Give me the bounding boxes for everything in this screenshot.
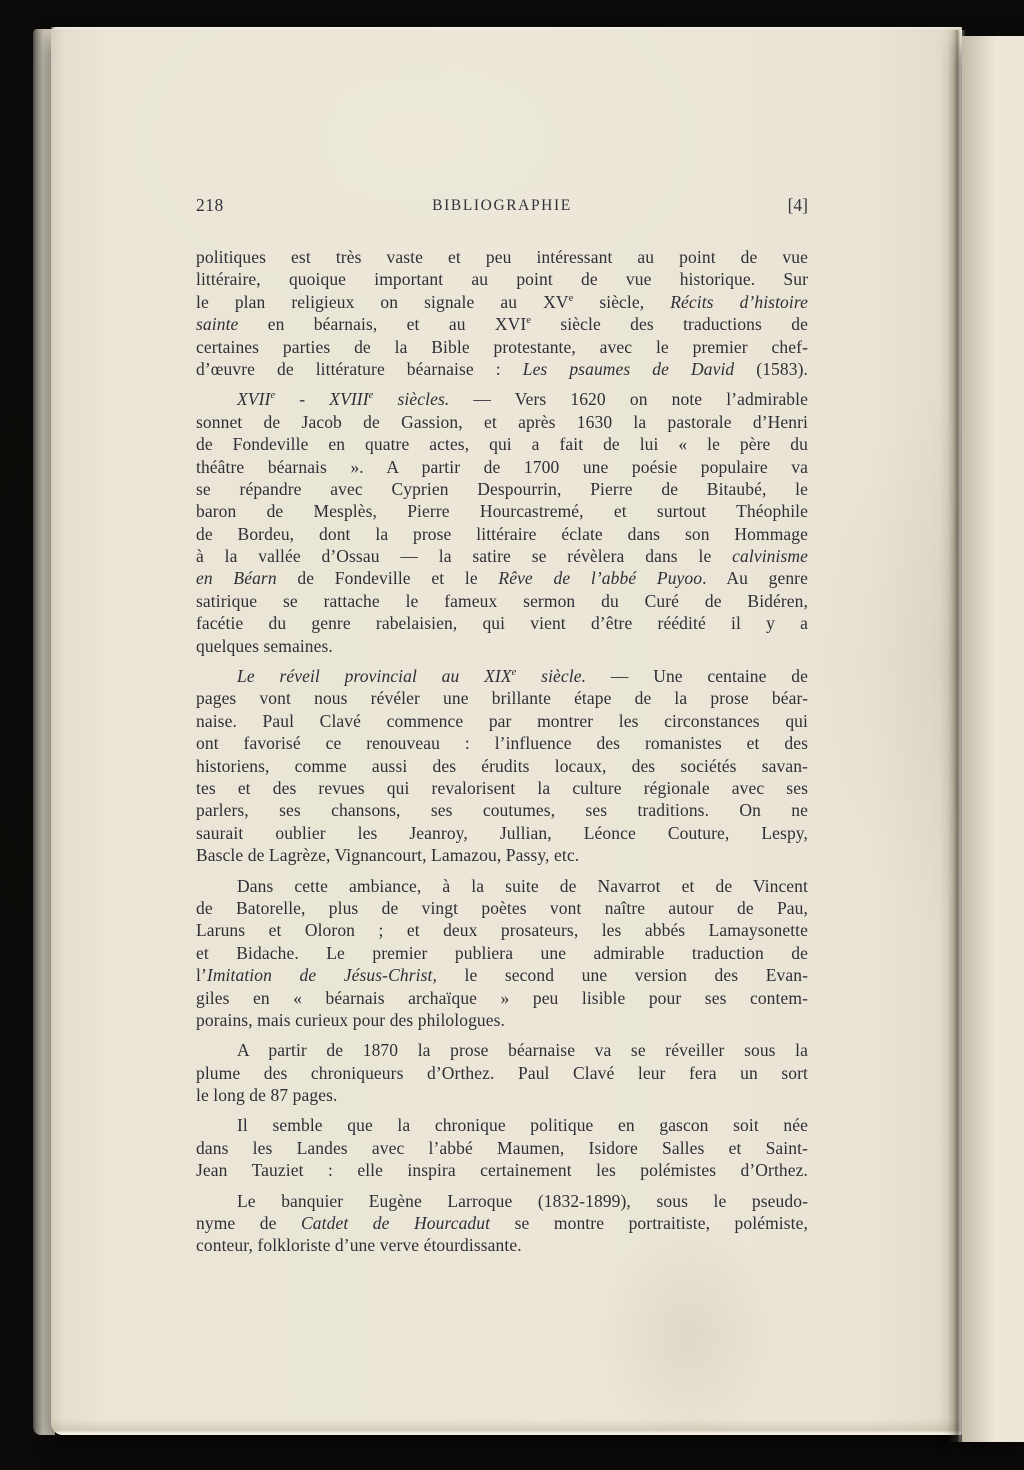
text-line: tes et des revues qui revalorisent la culture régionale avec ses: [196, 777, 808, 798]
text-line: littéraire, quoique important au point de vue historique. Sur: [196, 269, 808, 290]
text-line: satirique se rattache le fameux sermon du Curé de Bidéren,: [196, 590, 808, 611]
page-number: 218: [196, 195, 224, 215]
text-line: de Fondeville en quatre actes, qui a fait de lui « le père du: [196, 434, 808, 455]
text-line: parlers, ses chansons, ses coutumes, ses traditions. On ne: [196, 800, 808, 821]
text-line: en Béarn de Fondeville et le Rêve de l’abbé Puyoo. Au genre: [196, 568, 808, 589]
paragraph: [196, 875, 808, 1032]
text-line: pages vont nous révéler une brillante étape de la prose béar-: [196, 688, 808, 709]
text-line: baron de Mesplès, Pierre Hourcastremé, et surtout Théophile: [196, 501, 808, 522]
text-line: plume des chroniqueurs d’Orthez. Paul Clavé leur fera un sort: [196, 1062, 808, 1083]
text-line: Bascle de Lagrèze, Vignancourt, Lamazou, Passy, etc.: [196, 845, 580, 866]
text-line: A partir de 1870 la prose béarnaise va se réveiller sous la: [237, 1040, 808, 1061]
text-line: Le réveil provincial au XIXe siècle. — Une centaine de: [237, 666, 808, 687]
paragraph: [196, 665, 808, 867]
text-line: ont favorisé ce renouveau : l’influence des romanistes et des: [196, 733, 808, 754]
text-line: le long de 87 pages.: [196, 1085, 338, 1106]
text-line: Laruns et Oloron ; et deux prosateurs, les abbés Lamaysonette: [196, 920, 808, 941]
text-line: sainte en béarnais, et au XVIe siècle des traductions de: [196, 314, 808, 335]
book-page: [51, 27, 962, 1435]
paragraph: [196, 1039, 808, 1106]
text-line: conteur, folkloriste d’une verve étourdissante.: [196, 1235, 522, 1256]
text-line: saurait oublier les Jeanroy, Jullian, Léonce Couture, Lespy,: [196, 822, 808, 843]
text-line: giles en « béarnais archaïque » peu lisible pour ses contem-: [196, 987, 808, 1008]
text-line: Il semble que la chronique politique en gascon soit née: [237, 1115, 808, 1136]
text-line: historiens, comme aussi des érudits locaux, des sociétés savan-: [196, 755, 808, 776]
text-line: porains, mais curieux pour des philologues.: [196, 1009, 506, 1030]
text-line: nyme de Catdet de Hourcadut se montre portraitiste, polémiste,: [196, 1213, 808, 1234]
text-line: politiques est très vaste et peu intéressant au point de vue: [196, 247, 808, 267]
text-line: l’Imitation de Jésus-Christ, le second une version des Evan-: [196, 965, 808, 986]
text-line: quelques semaines.: [196, 635, 333, 656]
text-line: de Bordeu, dont la prose littéraire éclate dans son Hommage: [196, 523, 808, 544]
paragraph: [196, 1114, 808, 1181]
text-line: XVIIe - XVIIIe siècles. — Vers 1620 on note l’admirable: [237, 389, 808, 410]
text-line: et Bidache. Le premier publiera une admirable traduction de: [196, 942, 808, 963]
facing-page: [962, 36, 1024, 1442]
text-line: de Batorelle, plus de vingt poètes vont naître autour de Pau,: [196, 897, 808, 918]
text-line: naise. Paul Clavé commence par montrer les circonstances qui: [196, 710, 808, 731]
text-line: à la vallée d’Ossau — la satire se révèlera dans le calvinisme: [196, 546, 808, 567]
text-line: sonnet de Jacob de Gassion, et après 1630 la pastorale d’Henri: [196, 411, 808, 432]
text-line: Dans cette ambiance, à la suite de Navarrot et de Vincent: [237, 875, 808, 896]
text-line: d’œuvre de littérature béarnaise : Les psaumes de David (1583).: [196, 358, 809, 379]
issue-number: [4]: [787, 195, 808, 215]
paragraph: [196, 1190, 808, 1257]
text-line: dans les Landes avec l’abbé Maumen, Isidore Salles et Saint-: [196, 1137, 808, 1158]
text-line: se répandre avec Cyprien Despourrin, Pierre de Bitaubé, le: [196, 478, 808, 499]
text-line: facétie du genre rabelaisien, qui vient d’être réédité il y a: [196, 613, 808, 634]
text-line: Jean Tauziet : elle inspira certainement les polémistes d’Orthez.: [196, 1160, 808, 1181]
running-title: BIBLIOGRAPHIE: [432, 197, 572, 214]
paragraph: [196, 388, 808, 657]
text-line: le plan religieux on signale au XVe siècle, Récits d’histoire: [196, 291, 808, 312]
page-header: [196, 195, 808, 221]
text-line: Le banquier Eugène Larroque (1832-1899), sous le pseudo-: [237, 1190, 808, 1211]
text-line: théâtre béarnais ». A partir de 1700 une poésie populaire va: [196, 456, 808, 477]
text-body: [196, 246, 808, 1257]
paragraph: [196, 246, 808, 380]
text-line: certaines parties de la Bible protestante, avec le premier chef-: [196, 336, 808, 357]
